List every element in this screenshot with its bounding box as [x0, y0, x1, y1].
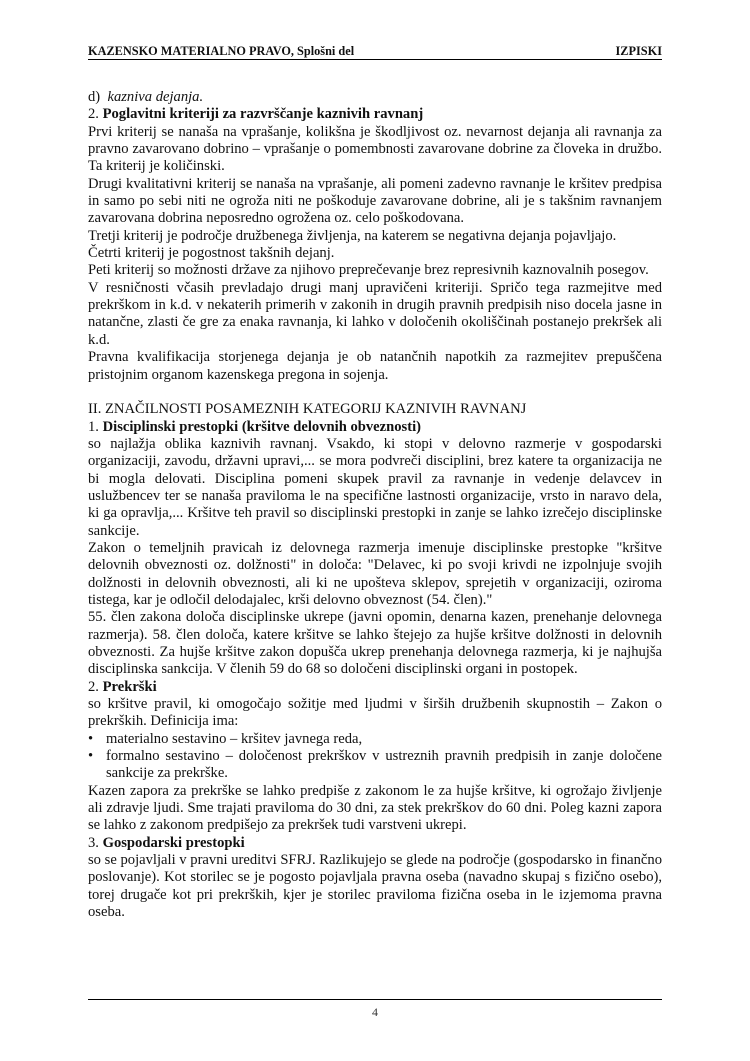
bullet-list — [88, 731, 662, 783]
section-title: Prekrški — [102, 678, 157, 695]
document-body — [88, 89, 662, 922]
section-number: 3. — [88, 834, 103, 851]
subsection-heading-disciplinary — [88, 419, 662, 436]
bullet-text: formalno sestavino – določenost prekrškov v ustreznih pravnih predpisih in zanje določene sankcije za prekrške. — [106, 748, 662, 782]
paragraph: Četrti kriterij je pogostnost takšnih dejanj. — [88, 245, 335, 262]
paragraph: 55. člen zakona določa disciplinske ukrepe (javni opomin, denarna kazen, prenehanje delovnega razmerja). 58. člen določa, katere kršitve se lahko štejejo za hujše kršitve dolžnosti in delovnih obveznosti. Za hujše kršitve zakon dopušča ukrep prenehanja delovnega razmerja, ki je najhujša disciplinska sankcija. V členih 59 do 68 so določeni disciplinski organi in postopek. — [88, 609, 662, 678]
section-title: Disciplinski prestopki (kršitve delovnih obveznosti) — [102, 418, 421, 435]
paragraph: Kazen zapora za prekrške se lahko predpiše z zakonom le za hujše kršitve, ki ogrožajo življenje ali zdravje ljudi. Sme trajati praviloma do 30 dni, za stek prekrškov do 60 dni. Poleg kazni zapora se lahko z zakonom predpišejo za prekršek tudi varstveni ukrepi. — [88, 782, 662, 834]
paragraph: Prvi kriterij se nanaša na vprašanje, kolikšna je škodljivost oz. nevarnost dejanja ali ravnanja za pravno zavarovano dobrino – vprašanje o pomembnosti zavarovane dobrine za človeka in družbo. Ta kriterij je količinski. — [88, 123, 662, 175]
bullet-text: materialno sestavino – kršitev javnega reda, — [106, 730, 363, 747]
paragraph: V resničnosti včasih prevladajo drugi manj upravičeni kriteriji. Spričo tega razmejitve med prekrškom in k.d. v nekaterih primerih v zakonih in drugih pravnih predpisih niso docela jasne in natančne, zlasti če gre za enaka ravnanja, ki lahko v določenih okoliščinah postanejo prekršek ali k.d. — [88, 279, 662, 348]
paragraph: Tretji kriterij je področje družbenega življenja, na katerem se negativna dejanja pojavljajo. — [88, 227, 617, 244]
section-number: 2. — [88, 106, 103, 123]
bullet-icon: • — [88, 730, 94, 747]
header-right-label: IZPISKI — [615, 44, 662, 58]
paragraph: Pravna kvalifikacija storjenega dejanja je ob natančnih napotkih za razmejitev prepuščena pristojnim organom kazenskega pregona in sojenja. — [88, 349, 662, 383]
paragraph: Zakon o temeljnih pravicah iz delovnega razmerja imenuje disciplinske prestopke "kršitve delovnih obveznosti oz. dolžnosti" in določa: "Delavec, ki po svoji krivdi ne izpolnjuje svojih dolžnosti in delovnih obveznosti, ali ki ne upošteva sklepov, sprejetih v organizaciji, oziroma tistega, kar je odločil delodajalec, krši delovno obveznost (54. člen)." — [88, 539, 662, 608]
subsection-heading-misdemeanors — [88, 679, 662, 696]
item-marker: d) — [88, 89, 101, 105]
section-number: 1. — [88, 418, 103, 435]
paragraph: so se pojavljali v pravni ureditvi SFRJ. Razlikujejo se glede na področje (gospodarsko in finančno poslovanje). Kot storilec se je pogosto pojavljala pravna oseba (navadno skupaj s fizično osebo), torej drugače kot pri prekrških, kjer je storilec praviloma fizična oseba in le izjemoma pravna oseba. — [88, 852, 662, 921]
paragraph: so najlažja oblika kaznivih ravnanj. Vsakdo, ki stopi v delovno razmerje v gospodarski organizaciji, zavodu, državni upravi,... se mora podvreči disciplini, brez katere ta organizacija ne bi mogla delovati. Disciplina pomeni skupek pravil za ravnanje in vedenje delavcev in uslužbencev ter se nanaša praviloma le na specifične lastnosti organizacije, vrsto in naravo dela, ki ga opravlja,... Kršitve teh pravil so disciplinski prestopki in zanje se lahko izrečejo disciplinske sankcije. — [88, 435, 662, 539]
spacer — [88, 384, 662, 401]
section-title: Poglavitni kriteriji za razvrščanje kaznivih ravnanj — [102, 106, 424, 123]
section-title: Gospodarski prestopki — [102, 834, 245, 851]
chapter-heading: II. ZNAČILNOSTI POSAMEZNIH KATEGORIJ KAZNIVIH RAVNANJ — [88, 401, 527, 418]
section-number: 2. — [88, 678, 103, 695]
page-number: 4 — [372, 1005, 378, 1019]
subsection-heading-economic-offences — [88, 835, 662, 852]
footer-divider — [88, 999, 662, 1000]
bullet-item — [88, 748, 662, 783]
bullet-icon: • — [88, 748, 94, 765]
section-heading-criteria — [88, 106, 662, 123]
paragraph: Peti kriterij so možnosti države za njihovo preprečevanje brez represivnih kaznovalnih posegov. — [88, 262, 649, 279]
bullet-item — [88, 731, 662, 748]
item-text: kazniva dejanja. — [107, 89, 204, 105]
header-title: KAZENSKO MATERIALNO PRAVO, Splošni del — [88, 44, 355, 58]
page-header — [88, 41, 662, 60]
paragraph: so kršitve pravil, ki omogočajo sožitje med ljudmi v širših družbenih skupnostih – Zakon o prekrških. Definicija ima: — [88, 696, 662, 730]
paragraph: Drugi kvalitativni kriterij se nanaša na vprašanje, ali pomeni zadevno ravnanje le kršitev predpisa in samo po sebi niti ne ogroža niti ne poškoduje zavarovane dobrine, ali je s takšnim ravnanjem zavarovana dobrina neposredno ogrožena oz. celo poškodovana. — [88, 175, 662, 227]
list-item-d — [88, 89, 662, 106]
